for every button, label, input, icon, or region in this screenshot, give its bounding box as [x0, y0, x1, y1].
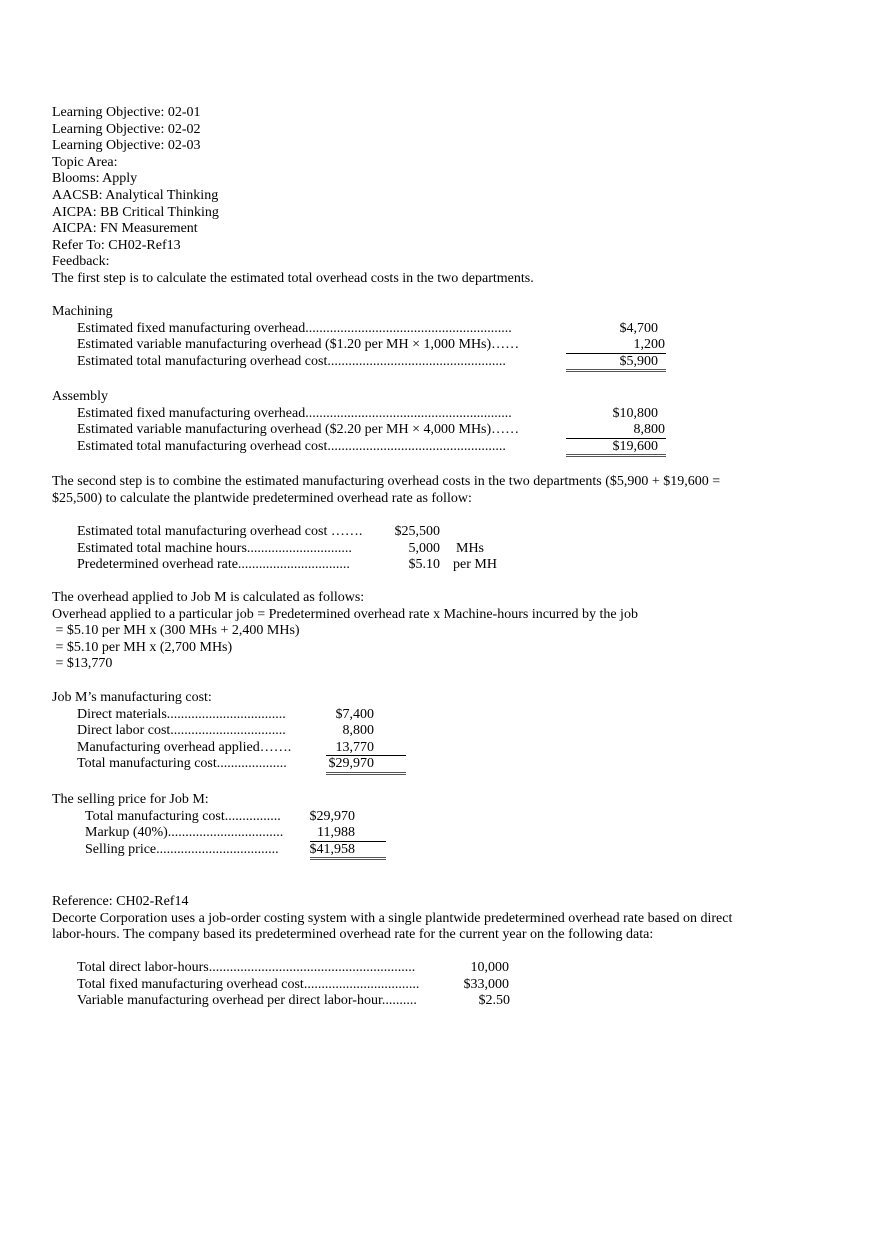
row-value: 1,200 — [633, 337, 665, 353]
rate-row-overhead — [52, 524, 552, 541]
row-value: $19,600 — [612, 438, 658, 454]
machining-row-variable — [52, 337, 672, 354]
row-unit: per MH — [453, 557, 497, 573]
machining-title: Machining — [52, 304, 113, 319]
rate-row-predetermined — [52, 557, 552, 574]
row-label: Selling price................................... — [85, 841, 279, 857]
assembly-row-total — [52, 439, 672, 456]
row-label: Direct materials.................................. — [77, 706, 286, 722]
reference-section — [52, 894, 752, 944]
row-value: $4,700 — [619, 320, 658, 336]
overhead-applied-block — [52, 590, 638, 673]
row-label: Estimated total machine hours.............................. — [77, 540, 352, 556]
applied-step-2: = $5.10 per MH x (2,700 MHs) — [52, 639, 233, 655]
aacsb: AACSB: Analytical Thinking — [52, 187, 219, 203]
row-value: $33,000 — [463, 976, 509, 992]
row-label: Estimated fixed manufacturing overhead........................................................... — [77, 320, 512, 336]
row-label: Total manufacturing cost................ — [85, 808, 281, 824]
row-value: 13,770 — [335, 739, 374, 755]
row-label: Manufacturing overhead applied……. — [77, 739, 292, 755]
row-value: $29,970 — [309, 808, 355, 824]
ref-row-variable-rate — [52, 993, 572, 1010]
row-value: $10,800 — [612, 405, 658, 421]
row-value: 11,988 — [317, 825, 355, 841]
row-label: Estimated variable manufacturing overhead ($2.20 per MH × 4,000 MHs)…… — [77, 422, 520, 438]
blooms: Blooms: Apply — [52, 171, 138, 187]
machining-section — [52, 304, 672, 370]
row-label: Predetermined overhead rate................................ — [77, 557, 350, 573]
job-cost-section — [52, 690, 452, 773]
row-value: $29,970 — [328, 756, 374, 772]
job-cost-row-labor — [52, 723, 452, 740]
row-label: Estimated variable manufacturing overhead ($1.20 per MH × 1,000 MHs)…… — [77, 337, 520, 353]
row-value: 10,000 — [470, 960, 509, 975]
job-cost-row-materials — [52, 707, 452, 724]
row-label: Variable manufacturing overhead per direct labor-hour.......... — [77, 993, 417, 1009]
selling-row-price — [52, 842, 452, 859]
rate-row-hours — [52, 541, 552, 558]
selling-price-section — [52, 792, 452, 858]
applied-intro: The overhead applied to Job M is calculated as follows: — [52, 590, 365, 605]
ref-row-labor-hours — [52, 960, 572, 977]
row-value: $41,958 — [309, 841, 355, 857]
refer-to: Refer To: CH02-Ref13 — [52, 237, 181, 253]
row-unit: MHs — [456, 540, 485, 556]
row-label: Direct labor cost................................. — [77, 723, 286, 739]
row-value: 8,800 — [633, 422, 665, 438]
selling-row-markup — [52, 825, 452, 842]
aicpa-bb: AICPA: BB Critical Thinking — [52, 204, 219, 220]
applied-step-1: = $5.10 per MH x (300 MHs + 2,400 MHs) — [52, 623, 300, 639]
ref-row-fixed-overhead — [52, 977, 572, 994]
selling-row-total-cost — [52, 809, 452, 826]
row-label: Total manufacturing cost.................... — [77, 756, 287, 772]
job-cost-row-overhead — [52, 740, 452, 757]
row-label: Total direct labor-hours........................................................... — [77, 960, 416, 975]
reference-text: Decorte Corporation uses a job-order costing system with a single plantwide predetermined overhead rate based on direct labor-hours. The company based its predetermined overhead rate for the current year on the following data: — [52, 910, 733, 943]
row-label: Estimated total manufacturing overhead cost................................................... — [77, 353, 506, 369]
assembly-row-variable — [52, 422, 672, 439]
job-cost-row-total — [52, 756, 452, 773]
row-value: $5.10 — [408, 557, 440, 573]
row-value: $25,500 — [394, 524, 440, 539]
applied-formula: Overhead applied to a particular job = Predetermined overhead rate x Machine-hours incurred by the job — [52, 606, 638, 622]
assembly-title: Assembly — [52, 389, 108, 404]
row-value: $2.50 — [478, 993, 510, 1009]
row-value: $5,900 — [619, 353, 658, 369]
row-label: Markup (40%)................................. — [85, 825, 284, 841]
machining-row-total — [52, 354, 672, 371]
selling-title: The selling price for Job M: — [52, 792, 209, 807]
reference-title: Reference: CH02-Ref14 — [52, 894, 189, 909]
topic-area: Topic Area: — [52, 154, 118, 170]
applied-result: = $13,770 — [52, 656, 113, 672]
learning-objective-3: Learning Objective: 02-03 — [52, 138, 201, 154]
row-label: Estimated total manufacturing overhead cost................................................... — [77, 438, 506, 454]
second-step-text: The second step is to combine the estimated manufacturing overhead costs in the two departments ($5,900 + $19,600 = $25,500) to calculate the plantwide predetermined overhead rate as follow: — [52, 474, 721, 506]
row-label: Estimated total manufacturing overhead cost ……. — [77, 524, 363, 539]
rate-table — [52, 524, 552, 574]
assembly-row-fixed — [52, 406, 672, 423]
first-step-text: The first step is to calculate the estimated total overhead costs in the two departments. — [52, 270, 534, 286]
row-value: 5,000 — [408, 540, 440, 556]
reference-data-table — [52, 960, 572, 1010]
row-value: $7,400 — [335, 706, 374, 722]
header-block — [52, 105, 534, 288]
job-cost-title: Job M’s manufacturing cost: — [52, 690, 212, 705]
learning-objective-2: Learning Objective: 02-02 — [52, 121, 201, 137]
row-label: Total fixed manufacturing overhead cost................................. — [77, 976, 420, 992]
feedback-label: Feedback: — [52, 254, 110, 270]
aicpa-fn: AICPA: FN Measurement — [52, 221, 198, 237]
learning-objective-1: Learning Objective: 02-01 — [52, 105, 201, 120]
machining-row-fixed — [52, 321, 672, 338]
assembly-section — [52, 389, 672, 455]
row-value: 8,800 — [342, 723, 374, 739]
row-label: Estimated fixed manufacturing overhead........................................................... — [77, 405, 512, 421]
